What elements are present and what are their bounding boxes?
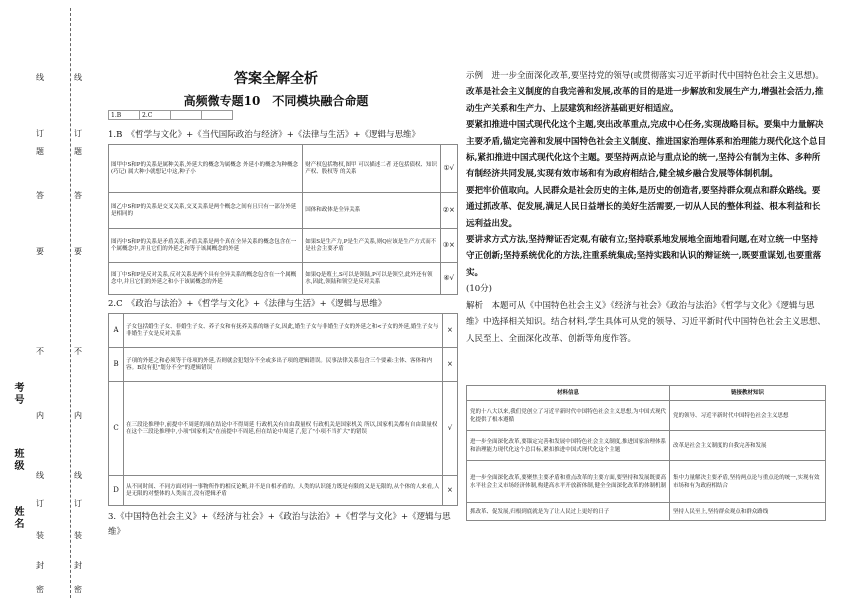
q3-header: 3.《中国特色社会主义》+《经济与社会》+《政治与法治》+《哲学与文化》+《逻辑与思维》	[108, 512, 451, 537]
seal-char: 不	[74, 347, 82, 356]
q1-table	[108, 144, 458, 295]
name-label: 姓名	[12, 506, 23, 530]
q1-cell-right: 国体和政体是全异关系	[303, 193, 440, 229]
page-title: 答案全解全析	[234, 71, 318, 87]
table-cell: 集中力量解决主要矛盾,坚持两点论与重点论的统一,实现有效市场和有为政府相结合	[670, 461, 826, 503]
seal-char: 订	[74, 129, 82, 138]
table-row	[109, 193, 458, 229]
seal-char: 不	[36, 347, 44, 356]
page-subtitle: 高频微专题10 不同模块融合命题	[183, 94, 369, 108]
q1-cell-left: 图丙中S和P的关系是矛盾关系,矛盾关系是两个真在全异关系的概念包含在一个属概念中,并且它们的外延之和等于该属概念的外延	[109, 229, 303, 263]
seal-char: 线	[36, 471, 44, 480]
table-cell: 进一步全面深化改革,要锚定完善和发展中国特色社会主义制度,推进国家治理体系和治理能力现代化这个总目标,紧扣推进中国式现代化这个主题	[467, 431, 670, 461]
seal-char: 订	[74, 499, 82, 508]
seal-char: 线	[74, 73, 82, 82]
q2-mark: ×	[442, 314, 457, 348]
q1-cell-left: 图乙中S和P的关系是交叉关系,交叉关系是两个概念之间有且只有一部分外延是相同的	[109, 193, 303, 229]
analysis: 解析 本题可从《中国特色社会主义》《经济与社会》《政治与法治》《哲学与文化》《逻辑与思维》中选择相关知识。结合材料,学生具体可从党的领导、习近平新时代中国特色社会主义思想、人民至上、全面深化改革、创新等角度作答。	[466, 300, 826, 344]
seal-char: 密	[36, 585, 44, 594]
q1-cell-left: 图甲中S和P的关系是属种关系,外延大的概念为属概念 外延小的概念为种概念(巧记) 属大种小就想记中这,种子小	[109, 145, 303, 193]
class-label: 班级	[12, 448, 23, 472]
table-row	[109, 263, 458, 295]
seal-char: 装	[36, 531, 44, 540]
answer-cell	[171, 111, 202, 120]
table-row	[109, 476, 458, 506]
answer-paragraph: 改革是社会主义制度的自我完善和发展,改革的目的是进一步解放和发展生产力,增强社会活力,推动生产关系和生产力、上层建筑和经济基础更好相适应。	[466, 87, 824, 114]
q1-cell-left: 图丁中S和P是反对关系,反对关系是两个具有全异关系的概念包含在一个属概念中,并且它们的外延之和小于该属概念的外延	[109, 263, 303, 295]
q2-table	[108, 313, 458, 506]
answer-grid	[108, 110, 233, 120]
table-row	[109, 314, 458, 348]
q2-option-label: A	[109, 314, 124, 348]
table-row	[467, 461, 826, 503]
cut-line	[70, 8, 71, 598]
answer-cell	[202, 111, 233, 120]
table-cell: 进一步全面深化改革,要聚焦主要矛盾和重点改革的主要方面,要坚持和发展既要高水平社会主义市场经济体制,构建高水平开放新体制,健全全面深化改革的体制机制	[467, 461, 670, 503]
seal-char: 装	[74, 531, 82, 540]
q2-mark: √	[442, 382, 457, 476]
seal-char: 要	[74, 247, 82, 256]
binding-margin	[0, 0, 92, 608]
q1-cell-right: 如果S是生产力,P是生产关系,则Q应该是生产方式而不是社会主要矛盾	[303, 229, 440, 263]
seal-char: 封	[74, 561, 82, 570]
answer-cell: 2.C	[140, 111, 171, 120]
material-table	[466, 385, 826, 521]
table-cell: 党的十八大以来,我们党创立了习近平新时代中国特色社会主义思想,为中国式现代化提供了根本遵循	[467, 401, 670, 431]
table-row	[467, 431, 826, 461]
table-cell: 党的领导、习近平新时代中国特色社会主义思想	[670, 401, 826, 431]
q1-header: 1.B 《哲学与文化》+《当代国际政治与经济》+《法律与生活》+《逻辑与思维》	[108, 130, 420, 140]
table-cell: 改革是社会主义制度的自我完善和发展	[670, 431, 826, 461]
seal-char: 内	[36, 411, 44, 420]
q1-mark: ④√	[440, 263, 457, 295]
seal-char: 订	[36, 499, 44, 508]
q2-option-label: C	[109, 382, 124, 476]
column-header: 材料信息	[467, 386, 670, 401]
seal-char: 题	[74, 147, 82, 156]
answer-cell: 1.B	[109, 111, 140, 120]
score: (10分)	[466, 284, 492, 295]
seal-char: 密	[74, 585, 82, 594]
seal-char: 要	[36, 247, 44, 256]
table-row	[109, 348, 458, 382]
table-row	[109, 382, 458, 476]
table-row	[109, 145, 458, 193]
q1-mark: ②×	[440, 193, 457, 229]
right-column	[466, 68, 826, 347]
q2-option-label: D	[109, 476, 124, 506]
q2-option-text: 子女包括婚生子女、非婚生子女、养子女和有抚养关系的继子女,因此,婚生子女与非婚生子女的外延之和<子女的外延,婚生子女与非婚生子女是反对关系	[124, 314, 443, 348]
q2-mark: ×	[442, 476, 457, 506]
table-cell: 坚持人民至上,坚持群众观点和群众路线	[670, 503, 826, 521]
seal-char: 答	[36, 191, 44, 200]
q2-header: 2.C 《政治与法治》+《哲学与文化》+《法律与生活》+《逻辑与思维》	[108, 299, 387, 309]
seal-char: 封	[36, 561, 44, 570]
seal-char: 内	[74, 411, 82, 420]
answer-paragraph: 要把牢价值取向。人民群众是社会历史的主体,是历史的创造者,要坚持群众观点和群众路线。要通过抓改革、促发展,满足人民日益增长的美好生活需要,一切从人民的整体利益、根本利益和长远利益出发。	[466, 185, 821, 229]
column-header: 链接教材知识	[670, 386, 826, 401]
seal-char: 线	[74, 471, 82, 480]
seal-char: 题	[36, 147, 44, 156]
seal-char: 订	[36, 129, 44, 138]
table-row	[467, 401, 826, 431]
table-cell: 抓改革、促发展,归根到底就是为了让人民过上更好的日子	[467, 503, 670, 521]
q1-cell-right: 财产权包括物权,图甲 可以描述二者 还包括债权、知识产权、股权等 的关系	[303, 145, 440, 193]
answer-paragraph: 要讲求方式方法,坚持辩证否定观,有破有立;坚持联系地发展地全面地看问题,在对立统一中坚持守正创新;坚持系统优化的方法,注重系统集成;坚持实践和认识的辩证统一,既要重谋划,也要重落实。	[466, 235, 822, 278]
answer-paragraph: 要紧扣推进中国式现代化这个主题,突出改革重点,完成中心任务,实现战略目标。要集中力量解决主要矛盾,锚定完善和发展中国特色社会主义制度、推进国家治理体系和治理能力现代化这个总目标,紧扣推进中国式现代化这个主题。要坚持两点论与重点论的统一,坚持公有制为主体、多种所有制经济共同发展,实现有效市场和有为政府相结合,健全城乡融合发展等体制机制。	[466, 120, 826, 180]
table-row	[109, 229, 458, 263]
table-header-row	[467, 386, 826, 401]
q2-option-text: 从不同时间、不同方面对同一事物所作的相反论断,并不是自相矛盾的。人类的认识能力既是有限的又是无限的,从个体的人来看,人是无限的对整体的人类而言,没有逻辑矛盾	[124, 476, 443, 506]
q2-option-label: B	[109, 348, 124, 382]
q2-mark: ×	[442, 348, 457, 382]
student-id-label: 考号	[12, 382, 23, 406]
example-answer: 示例 进一步全面深化改革,要坚持党的领导(或贯彻落实习近平新时代中国特色社会主义思想)。	[466, 71, 824, 81]
seal-char: 答	[74, 191, 82, 200]
q1-cell-right: 如果Q是殖土,S可以是领陆,P可以是领空,此外还有领水,因此,领陆和领空是反对关系	[303, 263, 440, 295]
q1-mark: ①√	[440, 145, 457, 193]
table-row	[467, 503, 826, 521]
q2-option-text: 在三段论推理中,前提中不周延的项在结论中不得周延 行政机关有自由裁量权 行政机关是国家机关 所以,国家机关都有自由裁量权 在这个三段论推理中,小项"国家机关"在前提中不周延,但在结论中周延了,犯了"小项不当扩大"的错误	[124, 382, 443, 476]
q1-mark: ③×	[440, 229, 457, 263]
seal-char: 线	[36, 73, 44, 82]
q2-option-text: 子项的外延之和必须等于母项的外延,否则就会犯划分不全或多出子项的逻辑错误。民事法律关系包含三个要素:主体、客体和内容。B没有犯"划分不全"的逻辑错误	[124, 348, 443, 382]
